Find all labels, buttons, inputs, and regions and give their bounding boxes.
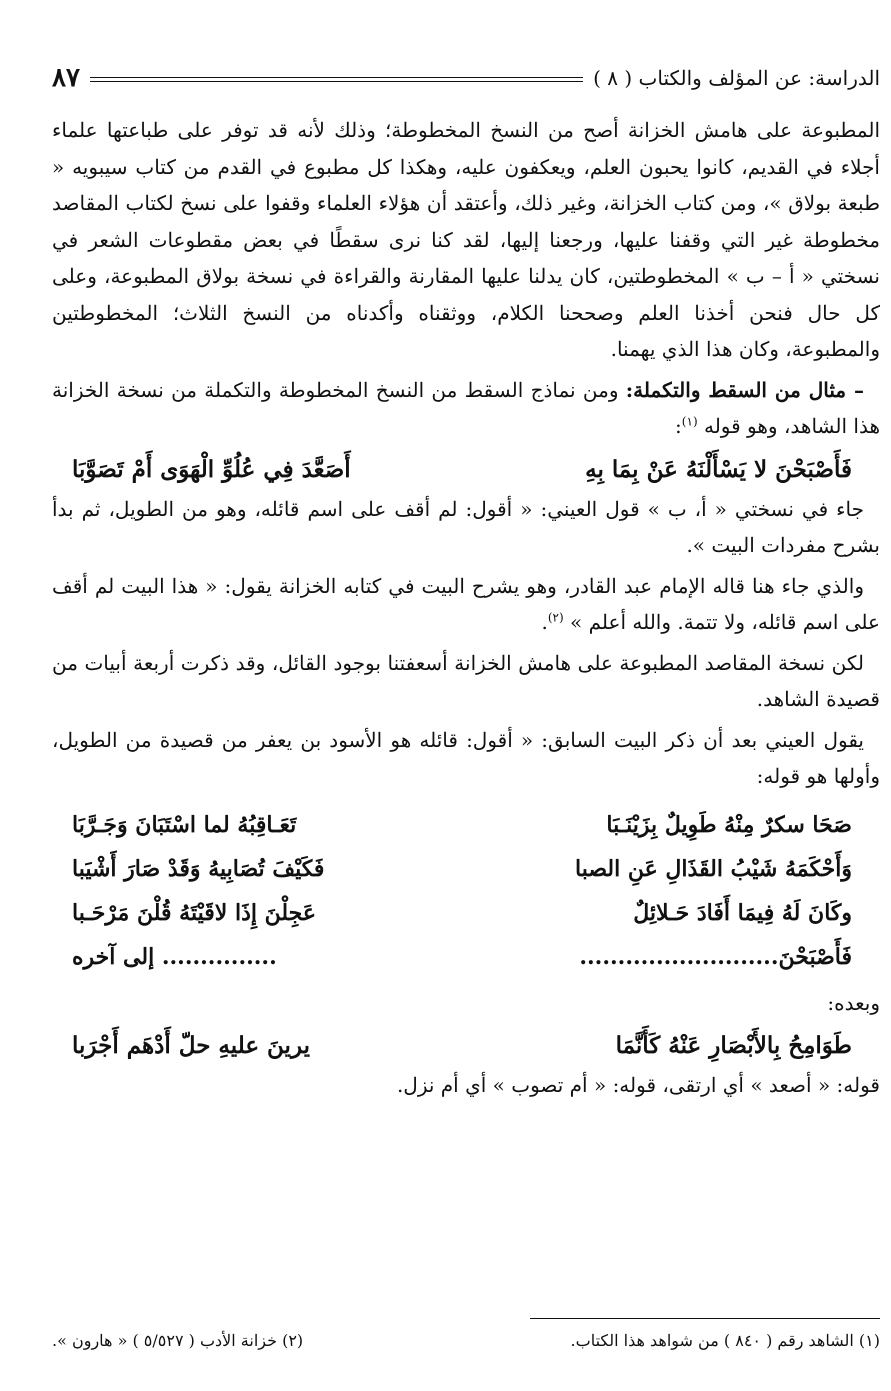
verse-second-hemistich: فَكَيْفَ تُصَابِيهُ وَقَدْ صَارَ أَشْيَبا bbox=[72, 855, 325, 882]
shahid-verse bbox=[52, 449, 880, 491]
header-rule bbox=[90, 77, 583, 82]
verse-second-hemistich: ............... إلى آخره bbox=[72, 943, 277, 970]
paragraph-4-end: . bbox=[541, 610, 548, 634]
verse-second-hemistich: تَعَـاقِبُهُ لما اسْتَبَانَ وَجَـرَّبَا bbox=[72, 811, 297, 838]
paragraph-2-text: ومن نماذج السقط من النسخ المخطوطة والتكملة من نسخة الخزانة هذا الشاهد، وهو قوله bbox=[52, 377, 880, 438]
running-header bbox=[52, 60, 880, 96]
verse-second-hemistich: يرينَ عليهِ حلّ أَدْهَم أَجْرَبا bbox=[72, 1032, 311, 1059]
verse-second-hemistich: أَصَعَّدَ فِي عُلُوِّ الْهَوَى أَمْ تَصَوَّبَا bbox=[72, 455, 351, 483]
verse-second-hemistich: عَجِلْنَ إِذَا لاقَيْتَهُ قُلْنَ مَرْحَـبا bbox=[72, 899, 317, 926]
footnote-1: (١) الشاهد رقم ( ٨٤٠ ) من شواهد هذا الكتاب. bbox=[570, 1331, 880, 1350]
paragraph-4 bbox=[52, 568, 880, 641]
poem-verse bbox=[52, 891, 880, 935]
book-page bbox=[52, 60, 880, 1370]
paragraph-2-end: : bbox=[675, 414, 682, 438]
page-number: ٨٧ bbox=[52, 63, 80, 93]
footnote-rule bbox=[530, 1318, 880, 1319]
verse-first-hemistich: وكَانَ لَهُ فِيمَا أَفَادَ حَـلائِلٌ bbox=[633, 899, 852, 926]
poem-verse bbox=[52, 935, 880, 979]
footnote-ref-1: (١) bbox=[681, 414, 698, 429]
paragraph-3: جاء في نسختي « أ، ب » قول العيني: « أقول: لم أقف على اسم قائله، وهو من الطويل، ثم بدأ بشرح مفردات البيت ». bbox=[52, 496, 880, 557]
footnotes bbox=[52, 1328, 880, 1354]
verse-first-hemistich: فَأَصْبَحْنَ.......................... bbox=[579, 943, 852, 970]
paragraph-5: لكن نسخة المقاصد المطبوعة على هامش الخزانة أسعفتنا بوجود القائل، وقد ذكرت أربعة أبيات من قصيدة الشاهد. bbox=[52, 650, 880, 711]
paragraph-4-text: والذي جاء هنا قاله الإمام عبد القادر، وهو يشرح البيت في كتابه الخزانة يقول: « هذا البيت لم أقف على اسم قائله، ولا تتمة. والله أعلم » bbox=[52, 573, 880, 634]
header-title: الدراسة: عن المؤلف والكتاب ( ٨ ) bbox=[593, 66, 880, 90]
verse-first-hemistich: طَوَامِحُ بِالأَبْصَارِ عَنْهُ كَأَنَّمَا bbox=[615, 1032, 852, 1059]
poem-block bbox=[52, 803, 880, 979]
paragraph-1: المطبوعة على هامش الخزانة أصح من النسخ المخطوطة؛ وذلك لأنه قد توفر على طباعتها علماء أجلاء في القديم، كانوا يحبون العلم، ويعكفون عليه، وهكذا كل مطبوع في القدم من كتاب سيبويه « طبعة بولاق »، ومن كتاب الخزانة، وغير ذلك، وأعتقد أن هؤلاء العلماء وقفوا على نسخ لكتاب المقاصد مخطوطة غير التي وقفنا عليها، ورجعنا إليها، لقد كنا نرى سقطًا في بعض مقطوعات الشعر في نسختي « أ – ب » المخطوطتين، كان يدلنا عليها المقارنة والقراءة في نسخة بولاق المطبوعة، وعلى كل حال فنحن أخذنا العلم وصححنا الكلام، ووثقناه وأكدناه من النسخ الثلاث؛ المخطوطتين والمطبوعة، وكان هذا الذي يهمنا. bbox=[52, 118, 880, 361]
verse-first-hemistich: فَأَصْبَحْنَ لا يَسْأَلْنَهُ عَنْ بِمَا بِهِ bbox=[585, 455, 852, 483]
example-heading: – مثال من السقط والتكملة: bbox=[625, 377, 864, 402]
verse-first-hemistich: صَحَا سكرٌ مِنْهُ طَوِيلٌ بِزَيْنَـبَا bbox=[606, 811, 852, 838]
main-text bbox=[52, 112, 880, 1104]
verse-first-hemistich: وَأَحْكَمَهُ شَيْبُ القَذَالِ عَنِ الصبا bbox=[574, 855, 852, 882]
poem-verse bbox=[52, 847, 880, 891]
paragraph-7: وبعده: bbox=[827, 990, 880, 1015]
footnote-2: (٢) خزانة الأدب ( ٥/٥٢٧ ) « هارون ». bbox=[52, 1331, 304, 1350]
paragraph-2 bbox=[52, 372, 880, 445]
paragraph-6: يقول العيني بعد أن ذكر البيت السابق: « أقول: قائله هو الأسود بن يعفر من قصيدة من الطويل، وأولها هو قوله: bbox=[52, 727, 880, 788]
poem-verse bbox=[52, 803, 880, 847]
footnote-ref-2: (٢) bbox=[547, 610, 564, 625]
paragraph-8: قوله: « أصعد » أي ارتقى، قوله: « أم تصوب » أي أم نزل. bbox=[396, 1073, 880, 1097]
after-verse bbox=[52, 1025, 880, 1067]
